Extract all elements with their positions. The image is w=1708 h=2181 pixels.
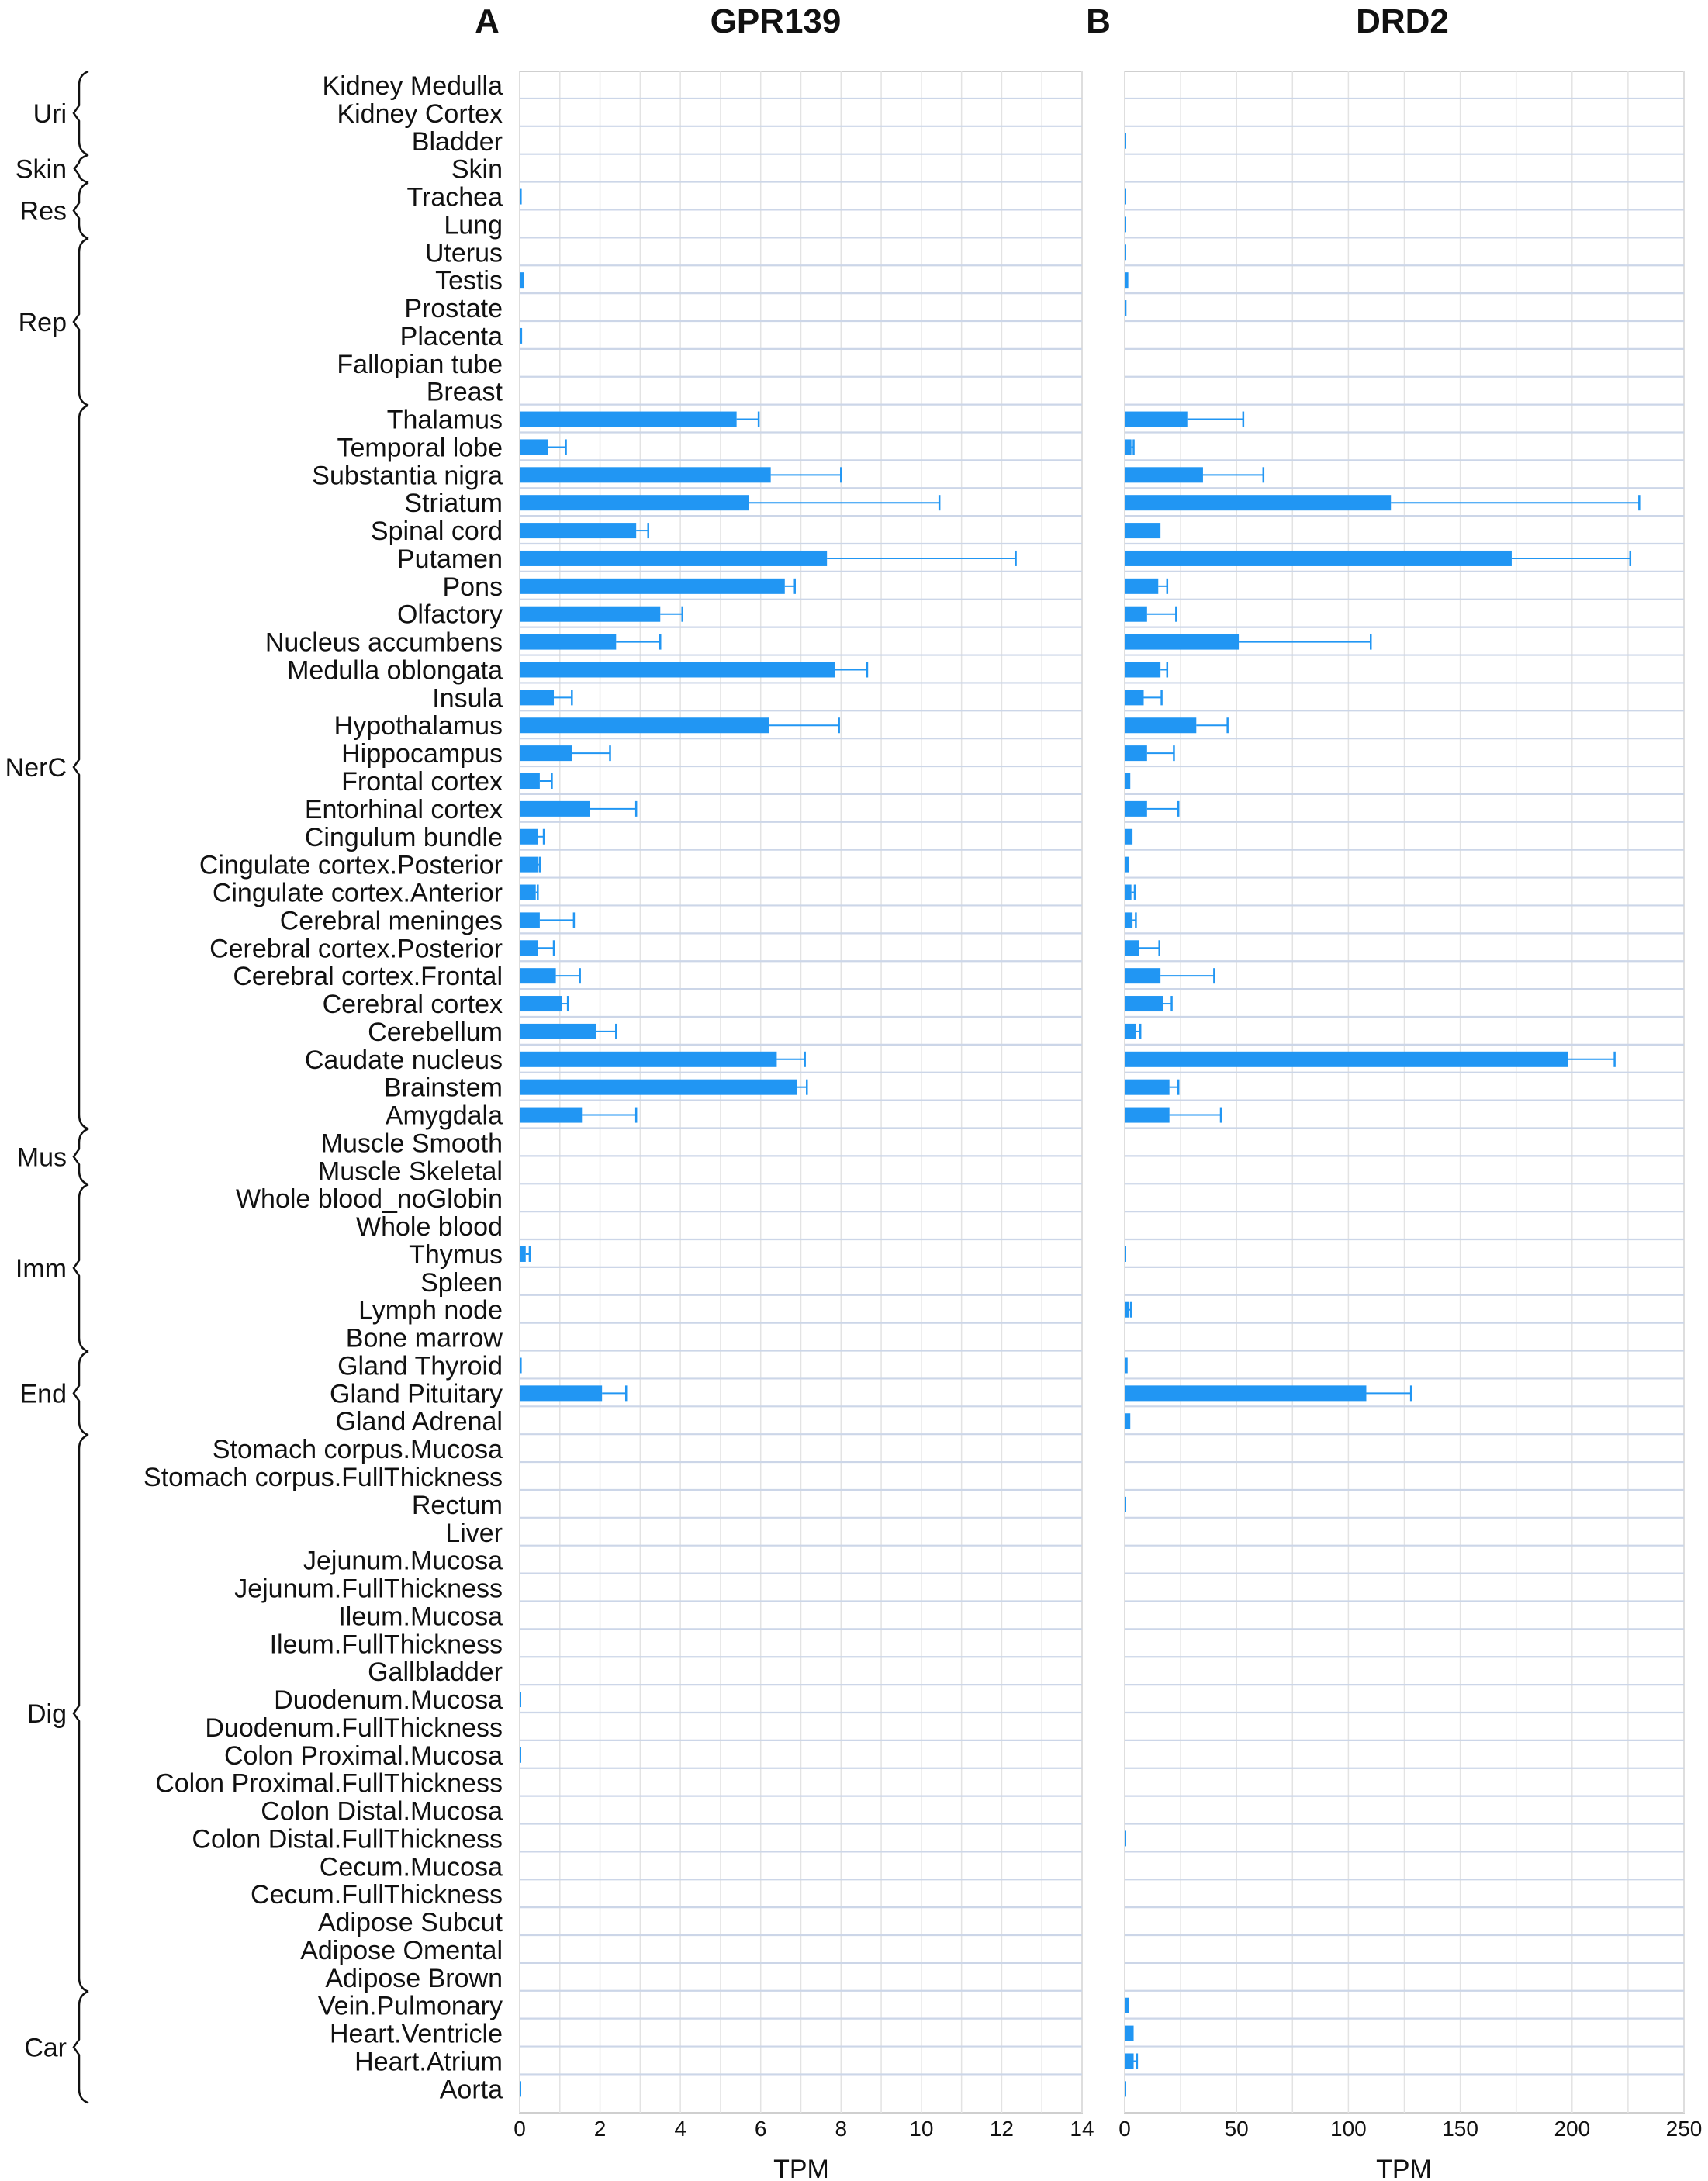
group-brace <box>74 183 88 239</box>
panel-b-bar <box>1125 523 1160 538</box>
panel-a-tick-label: 0 <box>513 2117 526 2141</box>
tissue-label: Rectum <box>411 1490 503 1520</box>
group-brace <box>74 1351 88 1435</box>
panel-b-bar <box>1125 717 1196 733</box>
tissue-label: Testis <box>435 266 503 296</box>
panel-a-bar <box>520 801 590 817</box>
panel-b-bar <box>1125 272 1129 288</box>
tissue-label: Whole blood_noGlobin <box>235 1184 503 1215</box>
panel-a-bar <box>520 495 749 510</box>
panel-b-tick-label: 250 <box>1665 2117 1703 2141</box>
tissue-label: Gland Adrenal <box>335 1407 503 1437</box>
tissue-label: Liver <box>445 1518 503 1548</box>
panel-a-bar <box>520 412 737 427</box>
panel-a-bar <box>520 1385 602 1401</box>
panel-a-bar <box>520 940 538 956</box>
tissue-label: Insula <box>432 683 503 714</box>
tissue-label: Aorta <box>439 2075 503 2105</box>
panel-b-bar <box>1125 1080 1170 1095</box>
tissue-label: Jejunum.FullThickness <box>234 1574 503 1604</box>
tissue-label: Lymph node <box>358 1295 503 1326</box>
tissue-label: Kidney Cortex <box>337 99 503 129</box>
tissue-label: Bone marrow <box>345 1323 503 1353</box>
panel-a-bar <box>520 634 616 650</box>
tissue-label: Cingulum bundle <box>304 822 503 852</box>
group-label: Skin <box>15 154 67 185</box>
panel-a-bar <box>520 607 660 622</box>
panel-a-bar <box>520 272 524 288</box>
tissue-label: Cingulate cortex.Posterior <box>199 850 503 880</box>
tissue-label: Cecum.Mucosa <box>319 1852 503 1882</box>
tissue-label: Skin <box>451 154 503 185</box>
panel-a-tick-label: 12 <box>989 2117 1015 2141</box>
panel-b-bar <box>1125 412 1188 427</box>
group-label: Dig <box>26 1699 67 1729</box>
panel-a-bar <box>520 189 522 205</box>
panel-b-tick-label: 200 <box>1554 2117 1591 2141</box>
panel-b-tick-label: 150 <box>1442 2117 1478 2141</box>
tissue-label: Ileum.Mucosa <box>338 1602 503 1632</box>
panel-b-bar <box>1125 1302 1129 1318</box>
tissue-label: Striatum <box>404 489 503 519</box>
panel-b-bar <box>1125 662 1160 677</box>
group-label: Res <box>19 196 67 226</box>
panel-a-bar <box>520 968 556 983</box>
tissue-label: Muscle Skeletal <box>317 1156 503 1187</box>
panel-a-tick-label: 4 <box>674 2117 686 2141</box>
tissue-label: Lung <box>444 210 503 240</box>
group-label: Uri <box>33 99 67 129</box>
tissue-label: Colon Proximal.Mucosa <box>223 1740 503 1771</box>
group-label: Rep <box>18 307 67 337</box>
panel-a-bar <box>520 996 562 1011</box>
panel-a-bar <box>520 829 538 845</box>
tissue-label: Cerebral cortex <box>322 990 503 1020</box>
group-label: Mus <box>16 1142 67 1173</box>
tissue-label: Amygdala <box>385 1101 503 1131</box>
group-brace <box>74 155 88 183</box>
tissue-label: Entorhinal cortex <box>304 794 503 824</box>
tissue-label: Substantia nigra <box>312 461 503 491</box>
panel-b-bar <box>1125 1108 1170 1123</box>
tissue-label: Colon Distal.Mucosa <box>261 1796 503 1827</box>
panel-b-letter: B <box>1086 2 1111 40</box>
tissue-label: Frontal cortex <box>341 767 503 797</box>
panel-a-bar <box>520 662 835 677</box>
panel-b-bar <box>1125 940 1139 956</box>
panel-a-bar <box>520 1246 526 1262</box>
panel-b-tick-label: 100 <box>1330 2117 1367 2141</box>
panel-a-bar <box>520 439 548 455</box>
tissue-label: Cerebellum <box>368 1017 503 1047</box>
panel-b-bar <box>1125 1052 1568 1067</box>
panel-a-bar <box>520 1692 521 1707</box>
panel-b-bar <box>1125 216 1126 232</box>
tissue-labels <box>143 71 503 2104</box>
group-brace <box>74 1184 88 1351</box>
tissue-label: Hippocampus <box>341 739 503 769</box>
tissue-label: Heart.Atrium <box>354 2047 503 2077</box>
panel-b-bar <box>1125 2026 1134 2041</box>
tissue-label: Colon Proximal.FullThickness <box>155 1768 503 1799</box>
panel-a-bar <box>520 1357 522 1373</box>
panel-a-tick-label: 10 <box>909 2117 934 2141</box>
tissue-label: Caudate nucleus <box>304 1045 503 1075</box>
panel-a-title: GPR139 <box>710 2 842 40</box>
panel-a-bar <box>520 1052 776 1067</box>
tissue-label: Medulla oblongata <box>287 655 503 686</box>
tissue-groups <box>5 71 88 2103</box>
tissue-label: Duodenum.FullThickness <box>205 1713 503 1743</box>
tissue-label: Pons <box>442 572 503 602</box>
panel-a-bar <box>520 328 522 344</box>
tissue-label: Thymus <box>409 1239 503 1270</box>
tissue-label: Uterus <box>424 238 503 268</box>
group-brace <box>74 1435 88 1992</box>
panel-b-bar <box>1125 745 1147 761</box>
tissue-label: Temporal lobe <box>337 433 503 463</box>
tissue-label: Fallopian tube <box>337 349 503 379</box>
panel-b-bar <box>1125 885 1132 900</box>
tissue-label: Breast <box>426 377 503 407</box>
panel-a-bar <box>520 579 785 594</box>
group-brace <box>74 238 88 405</box>
tissue-label: Cecum.FullThickness <box>251 1880 503 1910</box>
tissue-label: Placenta <box>399 321 503 351</box>
tissue-label: Cerebral meninges <box>279 906 503 936</box>
panel-b-bar <box>1125 1357 1128 1373</box>
tissue-label: Hypothalamus <box>334 711 503 741</box>
group-brace <box>74 71 88 155</box>
panel-b-bar <box>1125 1385 1366 1401</box>
group-brace <box>74 1992 88 2103</box>
panel-b-bar <box>1125 579 1158 594</box>
tissue-label: Adipose Brown <box>325 1963 503 1993</box>
panel-a-bar <box>520 773 540 789</box>
panel-a-xlabel: TPM <box>773 2155 829 2181</box>
tissue-label: Thalamus <box>386 405 503 435</box>
panel-a-bar <box>520 1747 521 1763</box>
tissue-label: Cerebral cortex.Posterior <box>209 934 503 964</box>
tissue-label: Cingulate cortex.Anterior <box>212 878 503 908</box>
panel-a-bar <box>520 1108 582 1123</box>
tissue-label: Brainstem <box>383 1073 503 1103</box>
panel-a-bar <box>520 745 572 761</box>
panel-a-bar <box>520 912 540 928</box>
axis-ticks <box>513 2117 1702 2141</box>
panel-a-tick-label: 2 <box>593 2117 607 2141</box>
panel-b-bar <box>1125 773 1130 789</box>
panel-b-bar <box>1125 1497 1126 1512</box>
panel-b-bar <box>1125 551 1512 566</box>
bars <box>520 133 1639 2097</box>
panel-b-bar <box>1125 634 1239 650</box>
panel-b-bar <box>1125 244 1126 260</box>
panel-b-bar <box>1125 857 1129 873</box>
panel-b-bar <box>1125 189 1126 205</box>
panel-b-bar <box>1125 912 1132 928</box>
tissue-label: Adipose Omental <box>300 1935 503 1965</box>
tissue-label: Putamen <box>396 544 503 574</box>
tissue-label: Jejunum.Mucosa <box>303 1546 503 1576</box>
tissue-label: Stomach corpus.Mucosa <box>212 1435 503 1465</box>
panel-b-bar <box>1125 690 1144 705</box>
panel-b-bar <box>1125 300 1126 316</box>
panel-b-bar <box>1125 1024 1136 1039</box>
tissue-label: Nucleus accumbens <box>264 627 503 658</box>
group-label: End <box>19 1379 67 1409</box>
panel-b-bar <box>1125 1413 1130 1429</box>
panel-b-bar <box>1125 607 1147 622</box>
tissue-label: Vein.Pulmonary <box>317 1991 503 2021</box>
group-label: Car <box>24 2033 67 2063</box>
panel-b-bar <box>1125 2081 1126 2096</box>
tissue-label: Spleen <box>420 1267 503 1298</box>
panel-b-xlabel: TPM <box>1376 2155 1432 2181</box>
panel-a-bar <box>520 2081 521 2096</box>
tissue-label: Cerebral cortex.Frontal <box>233 962 503 992</box>
group-label: Imm <box>15 1253 67 1284</box>
tissue-label: Trachea <box>406 182 503 213</box>
group-brace <box>74 406 88 1129</box>
tissue-label: Gallbladder <box>368 1657 503 1688</box>
panel-b-bar <box>1125 968 1160 983</box>
panel-b-tick-label: 0 <box>1118 2117 1131 2141</box>
panel-b-title: DRD2 <box>1356 2 1449 40</box>
tissue-label: Adipose Subcut <box>317 1908 503 1938</box>
panel-b-bar <box>1125 801 1147 817</box>
tissue-label: Whole blood <box>355 1212 503 1243</box>
tissue-label: Bladder <box>411 126 503 157</box>
tissue-label: Spinal cord <box>370 517 503 547</box>
panel-a-bar <box>520 523 636 538</box>
tissue-label: Kidney Medulla <box>322 71 503 101</box>
panel-b-bar <box>1125 1246 1126 1262</box>
group-brace <box>74 1129 88 1184</box>
tissue-label: Gland Pituitary <box>330 1379 503 1409</box>
panel-a-letter: A <box>475 2 500 40</box>
panel-a-bar <box>520 551 827 566</box>
tissue-label: Duodenum.Mucosa <box>274 1685 503 1716</box>
panel-b-bar <box>1125 495 1391 510</box>
panel-a-bar <box>520 467 771 482</box>
panel-a-tick-label: 6 <box>754 2117 767 2141</box>
tissue-label: Gland Thyroid <box>337 1351 503 1381</box>
panel-a-bar <box>520 717 769 733</box>
panel-b-tick-label: 50 <box>1224 2117 1249 2141</box>
tissue-label: Colon Distal.FullThickness <box>192 1824 503 1854</box>
panel-a-tick-label: 14 <box>1070 2117 1094 2141</box>
tissue-label: Prostate <box>404 294 503 324</box>
panel-a-bar <box>520 1024 596 1039</box>
panel-b-bar <box>1125 2053 1134 2069</box>
tissue-label: Stomach corpus.FullThickness <box>143 1463 503 1492</box>
panel-b-bar <box>1125 1830 1126 1846</box>
panel-b-bar <box>1125 1998 1129 2013</box>
tissue-label: Muscle Smooth <box>320 1129 503 1159</box>
panel-a-tick-label: 8 <box>835 2117 848 2141</box>
tissue-label: Olfactory <box>396 600 503 630</box>
tissue-label: Heart.Ventricle <box>330 2019 503 2049</box>
panel-a-bar <box>520 1080 797 1095</box>
panel-b-bar <box>1125 996 1163 1011</box>
panel-a-bar <box>520 885 536 900</box>
group-label: NerC <box>5 753 67 783</box>
panel-b-bar <box>1125 133 1126 149</box>
panel-b-bar <box>1125 829 1132 845</box>
tissue-label: Ileum.FullThickness <box>269 1630 503 1660</box>
panel-a-bar <box>520 857 538 873</box>
panel-b-bar <box>1125 467 1203 482</box>
panel-a-bar <box>520 690 554 705</box>
panel-b-bar <box>1125 439 1132 455</box>
